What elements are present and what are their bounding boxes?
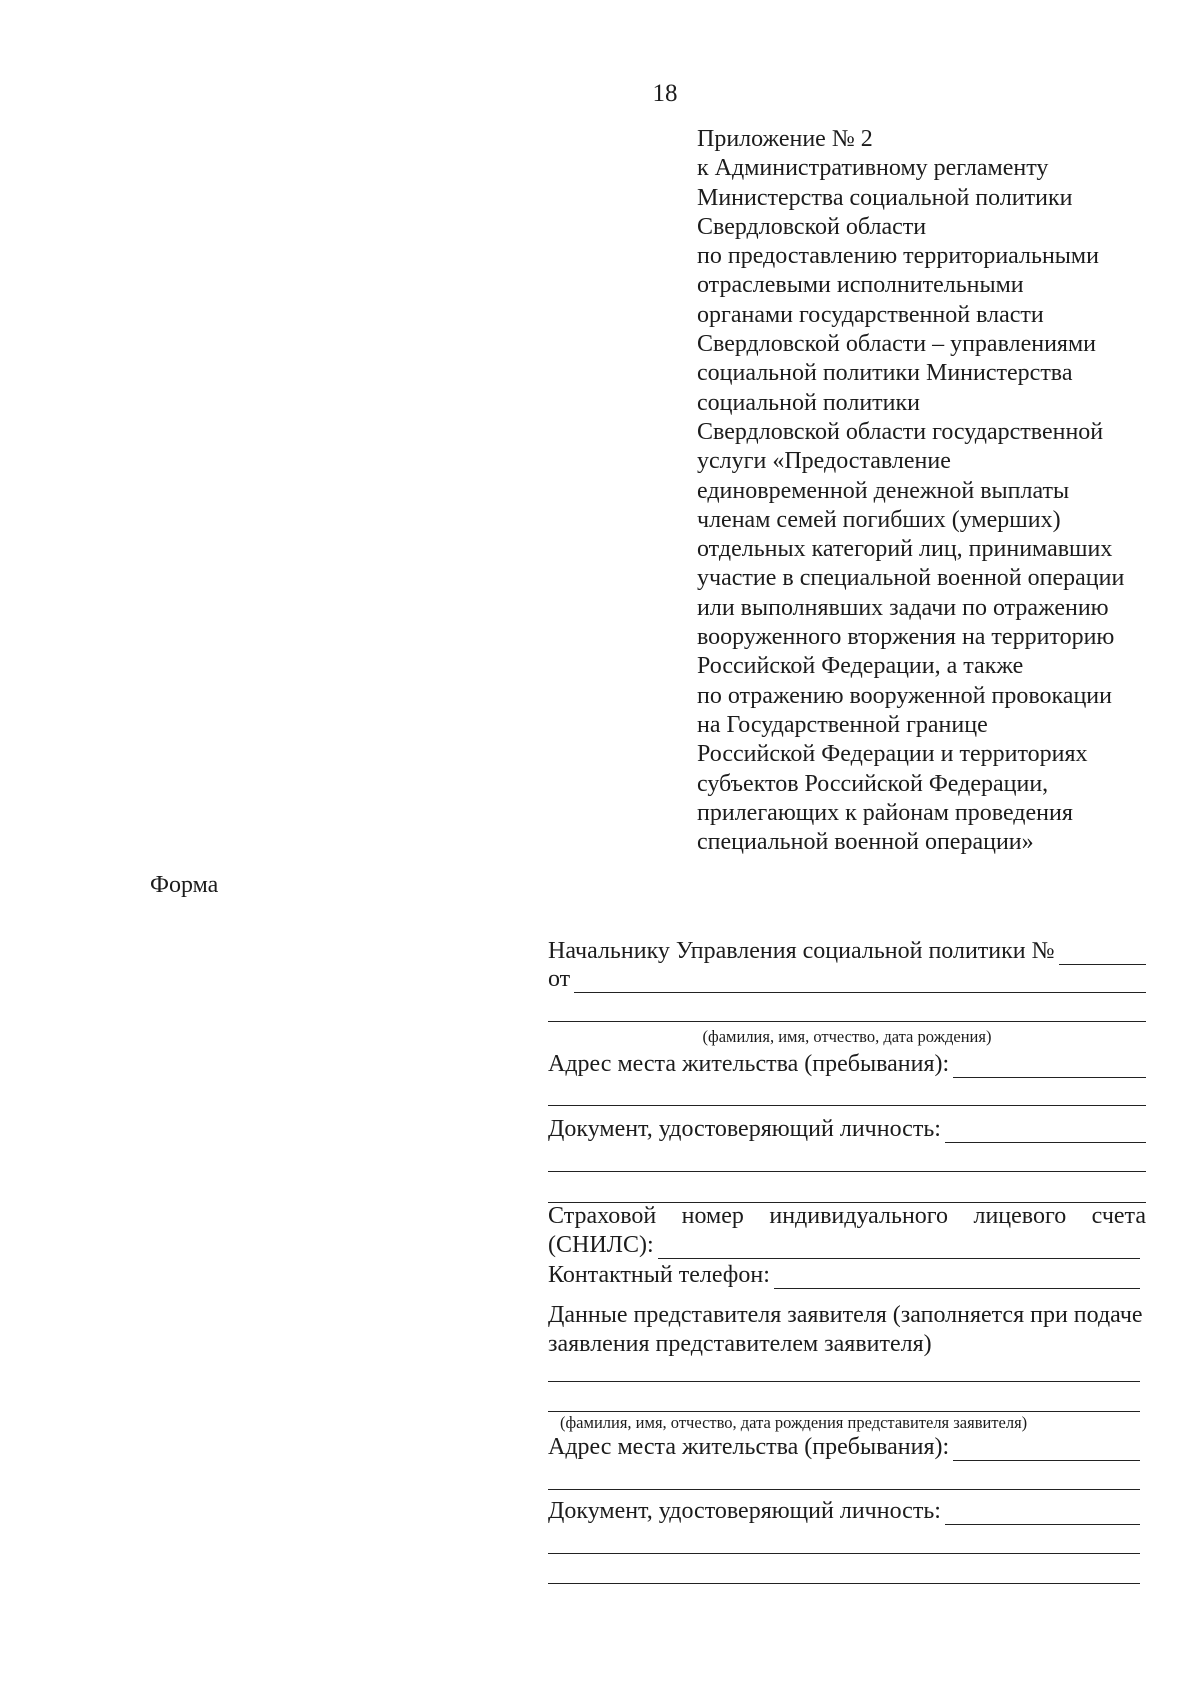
representative-caption: (фамилия, имя, отчество, дата рождения представителя заявителя) [560,1413,1028,1432]
rep-id-document-field-line[interactable] [548,1583,1140,1584]
rep-id-document-field[interactable] [945,1518,1140,1525]
snils-word: лицевого [973,1203,1067,1229]
application-form [548,935,1146,1605]
annex-line: Российской Федерации и территориях [697,741,1088,768]
applicant-name-field-line[interactable] [548,1021,1146,1022]
rep-id-document-label: Документ, удостоверяющий личность: [548,1498,941,1524]
annex-line: услуги «Предоставление [697,448,951,475]
annex-header [697,125,1167,857]
address-field-line[interactable] [548,1105,1146,1106]
addressee-label: Начальнику Управления социальной политики № [548,938,1055,964]
snils-word: счета [1091,1203,1146,1229]
rep-id-document-field-line[interactable] [548,1553,1140,1554]
rep-address-field[interactable] [953,1454,1140,1461]
annex-line: субъектов Российской Федерации, [697,770,1049,797]
snils-word: Страховой [548,1203,657,1229]
from-label: от [548,966,571,992]
phone-label: Контактный телефон: [548,1262,770,1288]
rep-address-label: Адрес места жительства (пребывания): [548,1434,950,1460]
phone-row [548,1259,1140,1289]
annex-line: единовременной денежной выплаты [697,477,1070,504]
annex-line: отраслевыми исполнительными [697,272,1024,299]
rep-id-document-row [548,1495,1140,1525]
annex-line: Свердловской области государственной [697,418,1104,445]
representative-name-field-line[interactable] [548,1411,1140,1412]
address-field[interactable] [953,1071,1146,1078]
annex-line: Российской Федерации, а также [697,653,1024,680]
annex-line: членам семей погибших (умерших) [697,506,1061,533]
applicant-caption: (фамилия, имя, отчество, дата рождения) [702,1027,992,1046]
annex-line: Министерства социальной политики [697,184,1073,211]
annex-line: органами государственной власти [697,301,1044,328]
annex-line: специальной военной операции» [697,829,1034,856]
snils-field[interactable] [658,1252,1140,1259]
applicant-name-field[interactable] [574,986,1146,993]
address-label: Адрес места жительства (пребывания): [548,1051,950,1077]
annex-line: Приложение № 2 [697,126,873,152]
annex-line: участие в специальной военной операции [697,565,1125,592]
id-document-label: Документ, удостоверяющий личность: [548,1116,941,1142]
annex-line: к Административному регламенту [697,155,1049,182]
rep-address-row [548,1431,1140,1461]
address-row [548,1048,1146,1078]
annex-line: или выполнявших задачи по отражению [697,594,1109,621]
id-document-field-line[interactable] [548,1171,1146,1172]
annex-line: отдельных категорий лиц, принимавших [697,536,1113,563]
addressee-row [548,935,1146,965]
representative-name-field-line[interactable] [548,1381,1140,1382]
annex-line: социальной политики Министерства [697,360,1073,387]
representative-title-line: заявления представителем заявителя) [548,1331,932,1357]
annex-line: прилегающих к районам проведения [697,799,1073,826]
annex-line: социальной политики [697,389,920,416]
snils-label: (СНИЛС): [548,1232,654,1258]
annex-line: по предоставлению территориальными [697,243,1099,270]
representative-section [548,1301,1146,1359]
representative-title-line: Данные представителя заявителя (заполняется при подаче [548,1302,1143,1328]
id-document-field[interactable] [945,1136,1146,1143]
annex-line: по отражению вооруженной провокации [697,682,1112,709]
page-number: 18 [652,80,678,107]
id-document-row [548,1113,1146,1143]
snils-word: номер [681,1203,744,1229]
phone-field[interactable] [774,1282,1140,1289]
annex-line: Свердловской области – управлениями [697,331,1096,358]
annex-line: вооруженного вторжения на территорию [697,624,1115,651]
snils-row [548,1229,1140,1259]
rep-address-field-line[interactable] [548,1489,1140,1490]
form-label: Форма [150,872,219,898]
annex-line: на Государственной границе [697,711,988,738]
snils-word: индивидуального [769,1203,949,1229]
annex-line: Свердловской области [697,213,927,240]
from-row [548,963,1146,993]
